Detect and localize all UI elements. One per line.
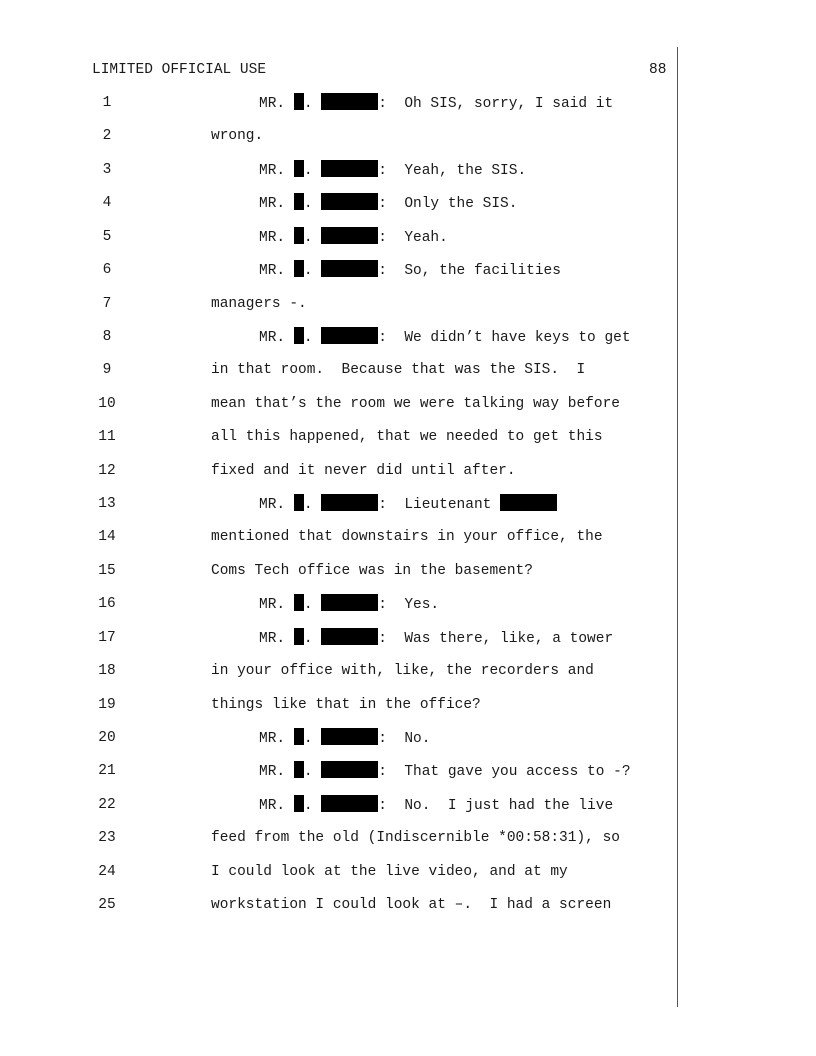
line-text [211, 427, 603, 447]
speaker-prefix: MR. [259, 263, 294, 280]
line-number: 22 [98, 796, 116, 813]
line-number: 1 [102, 95, 112, 111]
redacted-initial [294, 93, 304, 110]
spoken-text: mean that’s the room we were talking way before [211, 395, 620, 412]
spoken-text: wrong. [211, 128, 264, 145]
spoken-text: We didn’t have keys to get [404, 329, 631, 346]
line-text: MR. . : Was there, like, a tower [259, 628, 613, 649]
transcript-line [0, 394, 677, 414]
line-text [211, 527, 603, 547]
redacted-surname [321, 795, 378, 812]
transcript-line [0, 527, 677, 547]
transcript-line [0, 795, 677, 815]
line-number: 23 [98, 830, 116, 847]
line-number: 6 [102, 262, 112, 279]
redacted-initial [294, 494, 304, 511]
transcript-line [0, 761, 677, 781]
line-number: 25 [98, 897, 116, 914]
line-text [211, 895, 611, 915]
transcript-line [0, 728, 677, 748]
line-text: MR. . : Only the SIS. [259, 193, 517, 214]
transcript-line [0, 628, 677, 648]
speaker-prefix: MR. [259, 229, 294, 246]
redacted-surname [321, 227, 378, 244]
line-number: 13 [98, 496, 116, 513]
transcript-line [0, 227, 677, 247]
speaker-prefix: MR. [259, 630, 294, 647]
line-text [211, 294, 307, 314]
line-number: 10 [98, 395, 116, 412]
line-text: MR. . : No. I just had the live [259, 795, 613, 816]
redacted-surname [321, 193, 378, 210]
redacted-surname [321, 494, 378, 511]
transcript-line [0, 895, 677, 915]
spoken-text: Yeah, the SIS. [404, 162, 527, 179]
spoken-text: fixed and it never did until after. [211, 462, 516, 479]
line-text: MR. . : Yeah, the SIS. [259, 160, 526, 181]
transcript-line [0, 427, 677, 447]
speaker-prefix: MR. [259, 329, 294, 346]
line-number: 11 [98, 429, 116, 446]
speaker-prefix: MR. [259, 730, 294, 747]
line-number: 2 [102, 128, 112, 145]
speaker-prefix: MR. [259, 162, 294, 179]
spoken-text: Oh SIS, sorry, I said it [404, 96, 614, 112]
transcript-line [0, 695, 677, 715]
line-number: 19 [98, 696, 116, 713]
line-number: 18 [98, 663, 116, 680]
speaker-prefix: MR. [259, 497, 294, 514]
spoken-text: managers -. [211, 295, 307, 312]
redacted-surname [321, 160, 378, 177]
redacted-surname [321, 728, 378, 745]
spoken-text: Yeah. [404, 229, 448, 246]
line-text: MR. . : Lieutenant [259, 494, 557, 515]
spoken-text: Only the SIS. [404, 196, 518, 213]
transcript-line [0, 93, 677, 113]
redacted-initial [294, 728, 304, 745]
redacted-initial [294, 594, 304, 611]
line-number: 5 [102, 228, 112, 245]
spoken-text: workstation I could look at –. I had a screen [211, 897, 612, 914]
transcript-line [0, 193, 677, 213]
redacted-initial [294, 327, 304, 344]
line-text: MR. . : That gave you access to -? [259, 761, 631, 782]
header-classification: LIMITED OFFICIAL USE [92, 62, 267, 78]
speaker-prefix: MR. [259, 96, 294, 112]
spoken-text: feed from the old (Indiscernible *00:58:31), so [211, 830, 620, 847]
transcript-line [0, 561, 677, 581]
transcript-line [0, 360, 677, 380]
spoken-text: Yes. [404, 597, 440, 614]
spoken-text: mentioned that downstairs in your office, the [211, 529, 603, 546]
redacted-initial [294, 761, 304, 778]
redacted-initial [294, 260, 304, 277]
transcript-line [0, 594, 677, 614]
transcript-line [0, 661, 677, 681]
line-text: MR. . : So, the facilities [259, 260, 561, 281]
speaker-prefix: MR. [259, 764, 294, 781]
line-text [211, 394, 620, 414]
line-number: 8 [102, 328, 112, 345]
transcript-line [0, 461, 677, 481]
line-text: MR. . : Oh SIS, sorry, I said it [259, 93, 613, 114]
transcript-line [0, 327, 677, 347]
line-number: 9 [102, 362, 112, 379]
spoken-text: So, the facilities [404, 263, 561, 280]
transcript-line [0, 294, 677, 314]
line-text [211, 828, 620, 848]
spoken-text: all this happened, that we needed to get this [211, 429, 603, 446]
spoken-text: That gave you access to -? [404, 764, 631, 781]
spoken-text: No. I just had the live [404, 797, 614, 814]
line-number: 21 [98, 763, 116, 780]
transcript-line [0, 494, 677, 514]
line-number: 7 [102, 295, 112, 312]
line-text: MR. . : Yes. [259, 594, 439, 615]
page-number: 88 [649, 62, 667, 78]
redacted-initial [294, 193, 304, 210]
spoken-text: No. [404, 730, 431, 747]
line-text [211, 461, 516, 481]
line-text: MR. . : No. [259, 728, 430, 749]
transcript-line [0, 160, 677, 180]
redacted-initial [294, 160, 304, 177]
redacted-surname [321, 594, 378, 611]
line-text [211, 360, 585, 380]
spoken-text: Was there, like, a tower [404, 630, 614, 647]
line-text [211, 695, 481, 715]
speaker-prefix: MR. [259, 196, 294, 213]
line-text [211, 862, 568, 882]
line-number: 4 [102, 195, 112, 212]
line-number: 15 [98, 562, 116, 579]
transcript-line [0, 828, 677, 848]
transcript-line [0, 862, 677, 882]
redacted-surname [321, 628, 378, 645]
spoken-text: Lieutenant [404, 497, 492, 514]
line-text: MR. . : Yeah. [259, 227, 448, 248]
redacted-surname [321, 761, 378, 778]
spoken-text: in that room. Because that was the SIS. I [211, 362, 586, 379]
transcript-line [0, 260, 677, 280]
line-number: 17 [98, 629, 116, 646]
line-number: 24 [98, 863, 116, 880]
transcript-line [0, 126, 677, 146]
line-number: 20 [98, 729, 116, 746]
line-number: 3 [102, 161, 112, 178]
line-number: 14 [98, 529, 116, 546]
redacted-surname [321, 93, 378, 110]
speaker-prefix: MR. [259, 797, 294, 814]
redacted-surname [321, 327, 378, 344]
spoken-text: Coms Tech office was in the basement? [211, 562, 533, 579]
line-text: MR. . : We didn’t have keys to get [259, 327, 631, 348]
line-number: 12 [98, 462, 116, 479]
redacted-initial [294, 227, 304, 244]
redacted-name [500, 494, 557, 511]
spoken-text: I could look at the live video, and at my [211, 863, 568, 880]
redacted-surname [321, 260, 378, 277]
redacted-initial [294, 795, 304, 812]
spoken-text: in your office with, like, the recorders and [211, 663, 594, 680]
line-number: 16 [98, 596, 116, 613]
speaker-prefix: MR. [259, 597, 294, 614]
line-text [211, 126, 263, 146]
spoken-text: things like that in the office? [211, 696, 481, 713]
line-text [211, 561, 533, 581]
line-text [211, 661, 594, 681]
redacted-initial [294, 628, 304, 645]
right-margin-rule [677, 47, 678, 1007]
